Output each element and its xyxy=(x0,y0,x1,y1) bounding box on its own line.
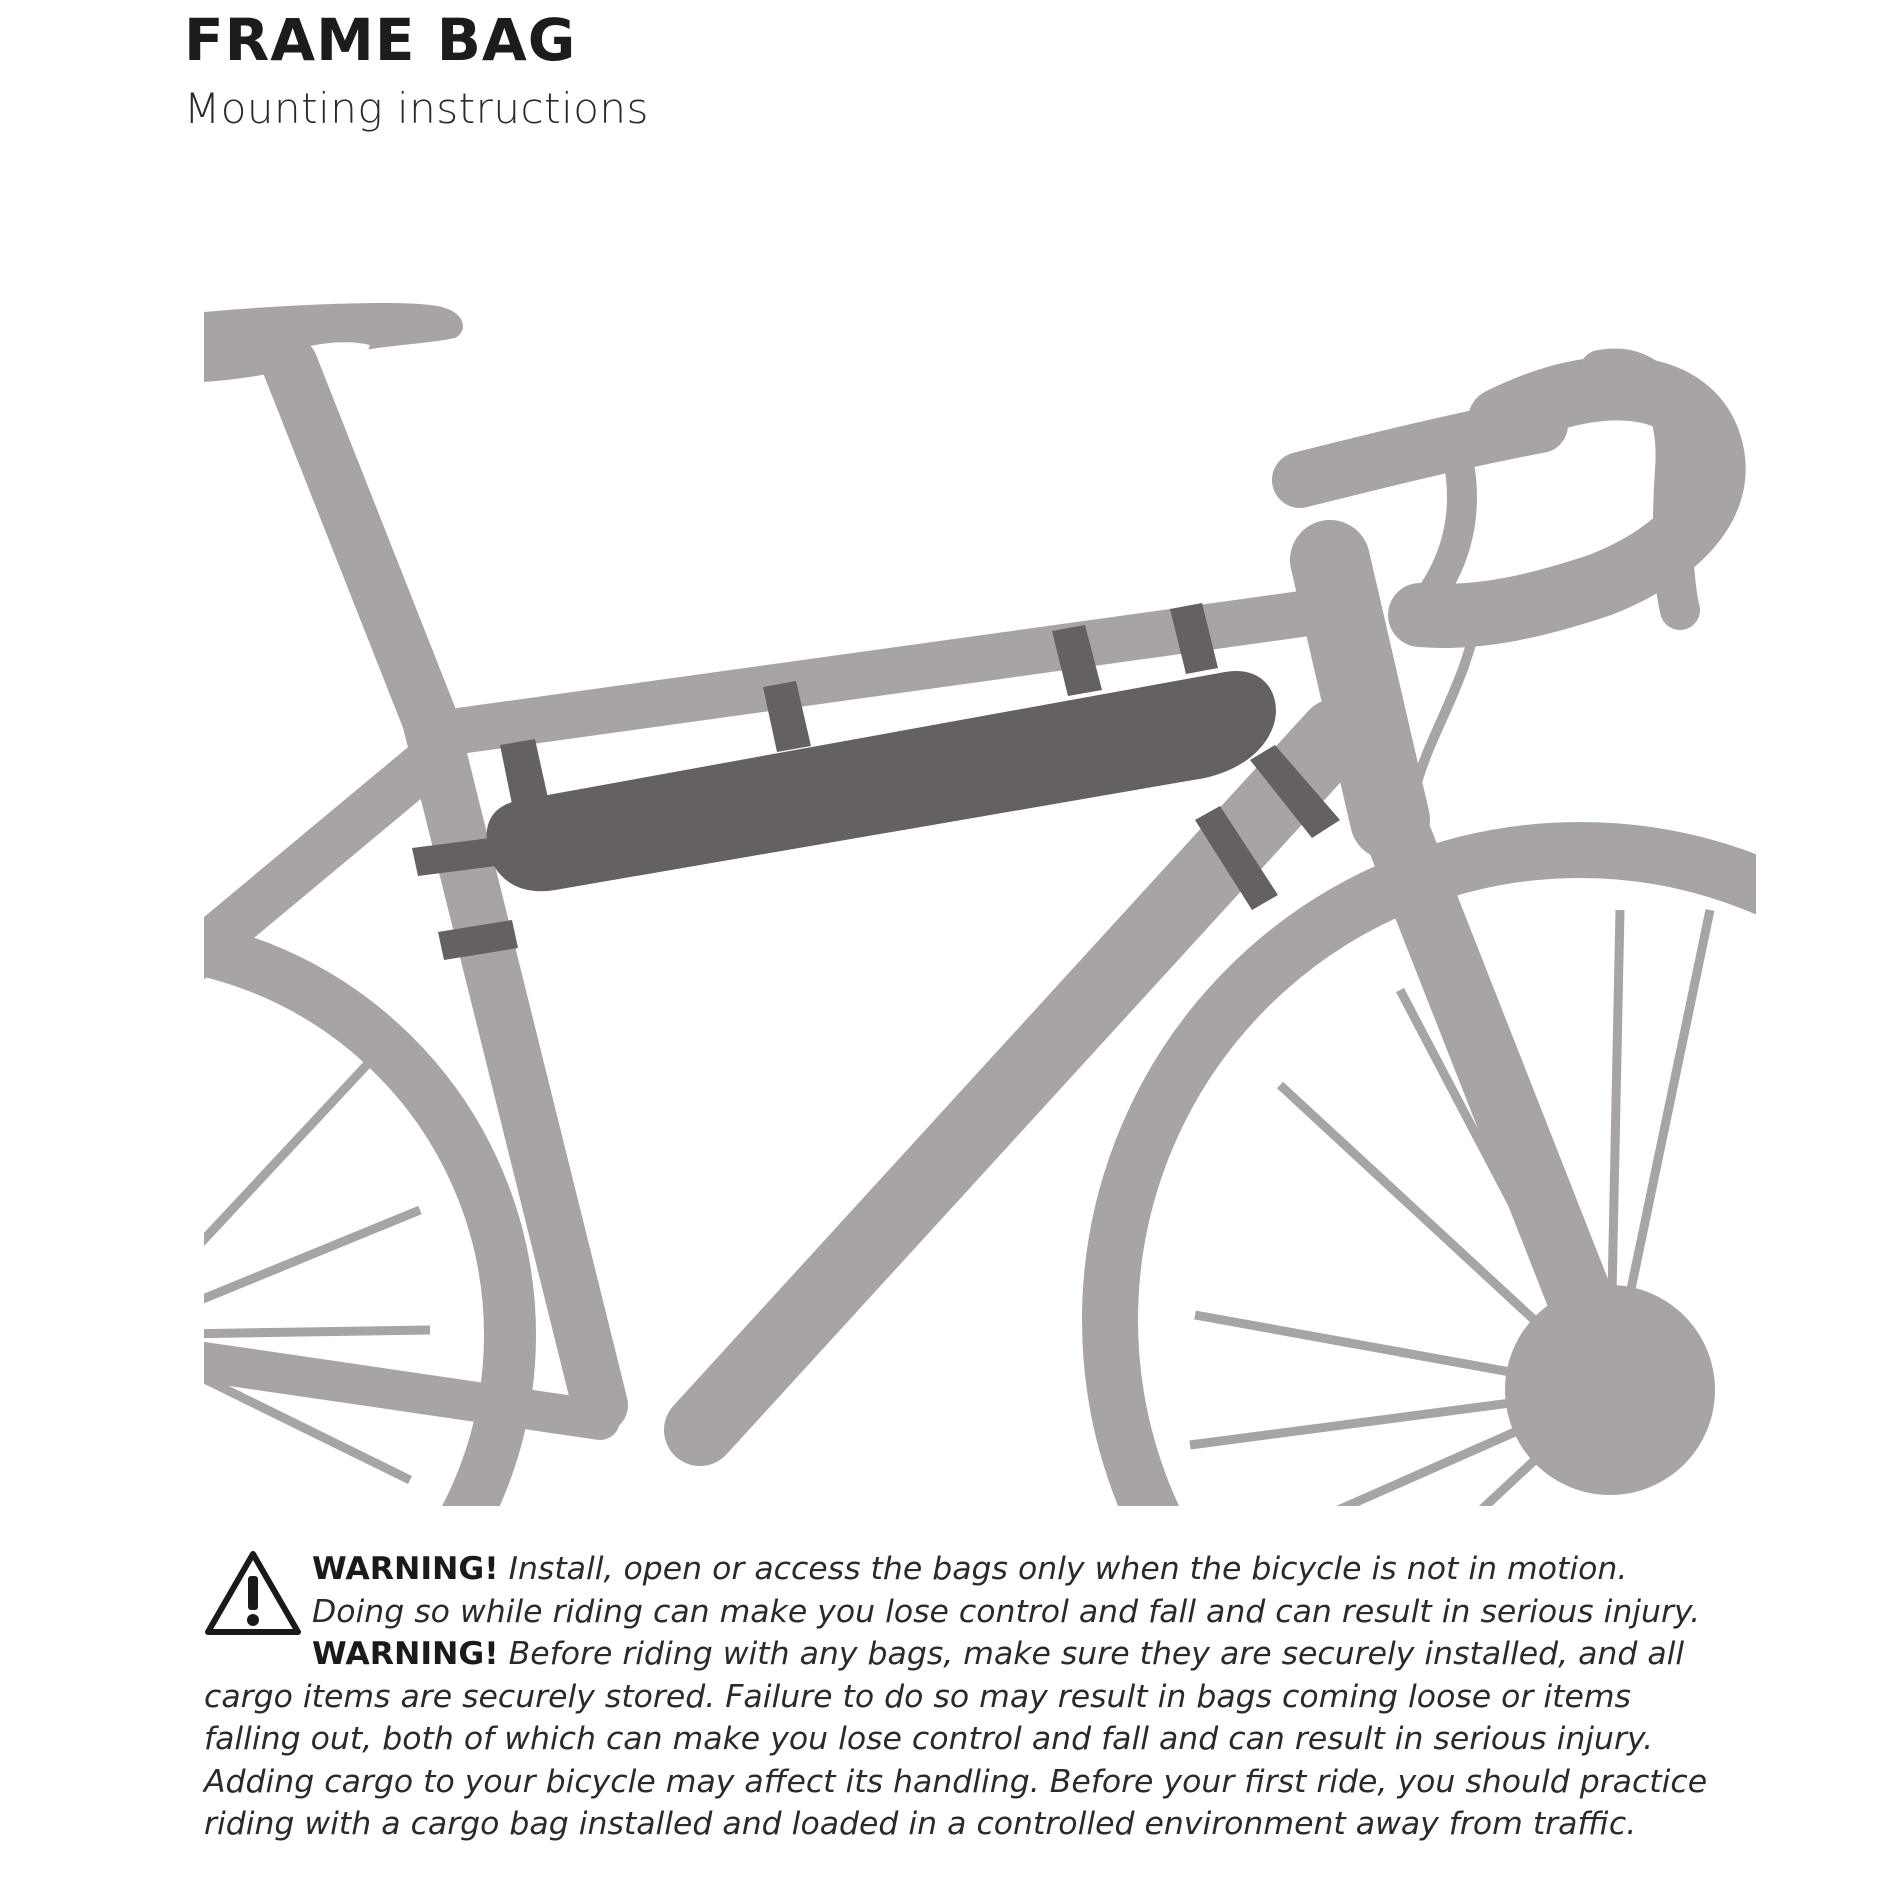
warning-label-2: WARNING! xyxy=(312,1636,499,1672)
page-title: FRAME BAG xyxy=(184,6,577,74)
page-subtitle: Mounting instructions xyxy=(184,84,649,133)
warning-text-1: Install, open or access the bags only when the bicycle is not in motion. Doing so while riding can make you lose control and fall and can result in serious injury. xyxy=(312,1551,1701,1630)
warning-triangle-icon xyxy=(204,1550,302,1636)
warning-label-1: WARNING! xyxy=(312,1551,499,1587)
warning-notice xyxy=(204,1548,1724,1846)
warning-text-2: Before riding with any bags, make sure they are securely installed, and all cargo items are securely stored. Failure to do so may result in bags coming loose or items falling out, both of which can make you lose control and fall and can result in serious injury. Adding cargo to your bicycle may affect its handling. Before your first ride, you should practice riding with a cargo bag installed and loaded in a controlled environment away from traffic. xyxy=(204,1636,1708,1842)
